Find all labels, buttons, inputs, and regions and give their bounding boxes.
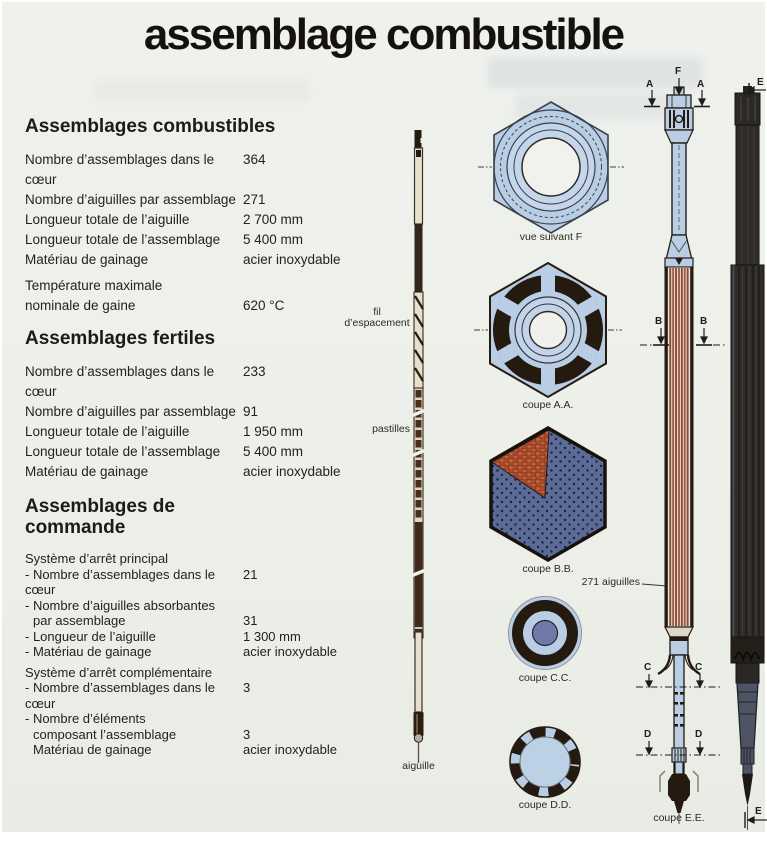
- spec-label: - Matériau de gainage: [25, 644, 152, 659]
- spec-value: 620 °C: [243, 298, 285, 313]
- spec-label: Nombre d’assemblages dans le cœur: [25, 364, 215, 399]
- page-title: assemblage combustible: [143, 10, 624, 59]
- spec-label: - Nombre d’assemblages dans le cœur: [25, 566, 216, 597]
- assembly-exterior-view: [731, 86, 764, 830]
- spec-label: Nombre d’assemblages dans le cœur: [25, 152, 215, 187]
- spec-value: 271: [243, 192, 266, 207]
- spec-value: 3: [243, 726, 251, 742]
- needles-count-label: 271 aiguilles: [581, 576, 640, 588]
- rod-pellets-label: pastilles: [372, 423, 410, 435]
- rod-needle-label: aiguille: [402, 760, 435, 772]
- spec-value: 5 400 mm: [243, 444, 304, 459]
- spec-label: Système d’arrêt complémentaire: [25, 664, 213, 680]
- spec-label: - Longueur de l’aiguille: [25, 628, 156, 644]
- marker-b-right: B: [700, 316, 708, 327]
- spec-value: acier inoxydable: [243, 464, 341, 479]
- spec-label: composant l’assemblage: [33, 726, 177, 742]
- cross-section-dd: [510, 727, 580, 797]
- spec-label: Matériau de gainage: [25, 252, 149, 267]
- spec-label: Matériau de gainage: [33, 742, 152, 757]
- marker-f-top: F: [675, 66, 682, 77]
- rod-wire-label-line2: d’espacement: [344, 317, 410, 329]
- cross-section-aa: [474, 263, 622, 397]
- spec-value: 91: [243, 404, 259, 419]
- spec-label: Système d’arrêt principal: [25, 551, 169, 566]
- rod-wire-label-line1: fil: [373, 306, 381, 318]
- spec-label: Longueur totale de l’aiguille: [25, 424, 190, 439]
- spec-value: acier inoxydable: [243, 742, 337, 757]
- spec-label: Température maximale: [25, 278, 163, 293]
- spec-value: acier inoxydable: [243, 252, 341, 267]
- spec-label: - Nombre d’aiguilles absorbantes: [25, 597, 216, 613]
- spec-label: nominale de gaine: [25, 298, 136, 313]
- spec-label: - Nombre d’assemblages dans le cœur: [25, 680, 216, 711]
- spec-label: Matériau de gainage: [25, 464, 149, 479]
- marker-d-right: D: [695, 729, 703, 740]
- marker-a-right: A: [697, 79, 705, 90]
- spec-label: Nombre d’aiguilles par assemblage: [25, 192, 236, 207]
- section-heading: Assemblages fertiles: [25, 328, 216, 349]
- spec-value: 21: [243, 566, 258, 582]
- cross-section-view-f: [478, 102, 624, 233]
- section-heading: Assemblages combustibles: [25, 116, 276, 137]
- marker-c-right: C: [695, 662, 703, 673]
- spec-value: 1 950 mm: [243, 424, 304, 439]
- section-heading: Assemblages de commande: [25, 496, 175, 538]
- spec-value: 2 700 mm: [243, 212, 304, 227]
- caption-cut-aa: coupe A.A.: [522, 399, 574, 411]
- marker-a-left: A: [646, 79, 654, 90]
- spec-value: 233: [243, 364, 266, 379]
- caption-cut-cc: coupe C.C.: [518, 672, 572, 684]
- marker-c-left: C: [644, 662, 652, 673]
- caption-view-f: vue suivant F: [519, 231, 583, 243]
- page-bottom-margin: [0, 832, 767, 848]
- caption-cut-bb: coupe B.B.: [522, 563, 574, 575]
- spec-value: 1 300 mm: [243, 628, 301, 644]
- marker-e-top: E: [757, 77, 764, 88]
- spec-value: 31: [243, 613, 258, 628]
- cross-section-cc: [509, 597, 582, 670]
- fuel-pin-drawing: [410, 130, 428, 763]
- spec-label: - Nombre d’éléments: [25, 711, 146, 726]
- spec-label: Longueur totale de l’assemblage: [25, 232, 221, 247]
- spec-value: 364: [243, 152, 266, 167]
- spec-label: Longueur totale de l’aiguille: [25, 212, 190, 227]
- spec-value: 5 400 mm: [243, 232, 304, 247]
- caption-cut-ee: coupe E.E.: [653, 812, 705, 824]
- rod-wire-label: [342, 307, 412, 329]
- fuel-assembly-cutaway: [658, 87, 703, 824]
- spec-value: acier inoxydable: [243, 644, 337, 659]
- marker-b-left: B: [655, 316, 663, 327]
- marker-d-left: D: [644, 729, 652, 740]
- spec-label: Nombre d’aiguilles par assemblage: [25, 404, 236, 419]
- spec-value: 3: [243, 680, 251, 695]
- marker-e-bottom: E: [755, 806, 762, 817]
- spec-label: par assemblage: [33, 613, 126, 628]
- spec-label: Longueur totale de l’assemblage: [25, 444, 221, 459]
- caption-cut-dd: coupe D.D.: [518, 799, 572, 811]
